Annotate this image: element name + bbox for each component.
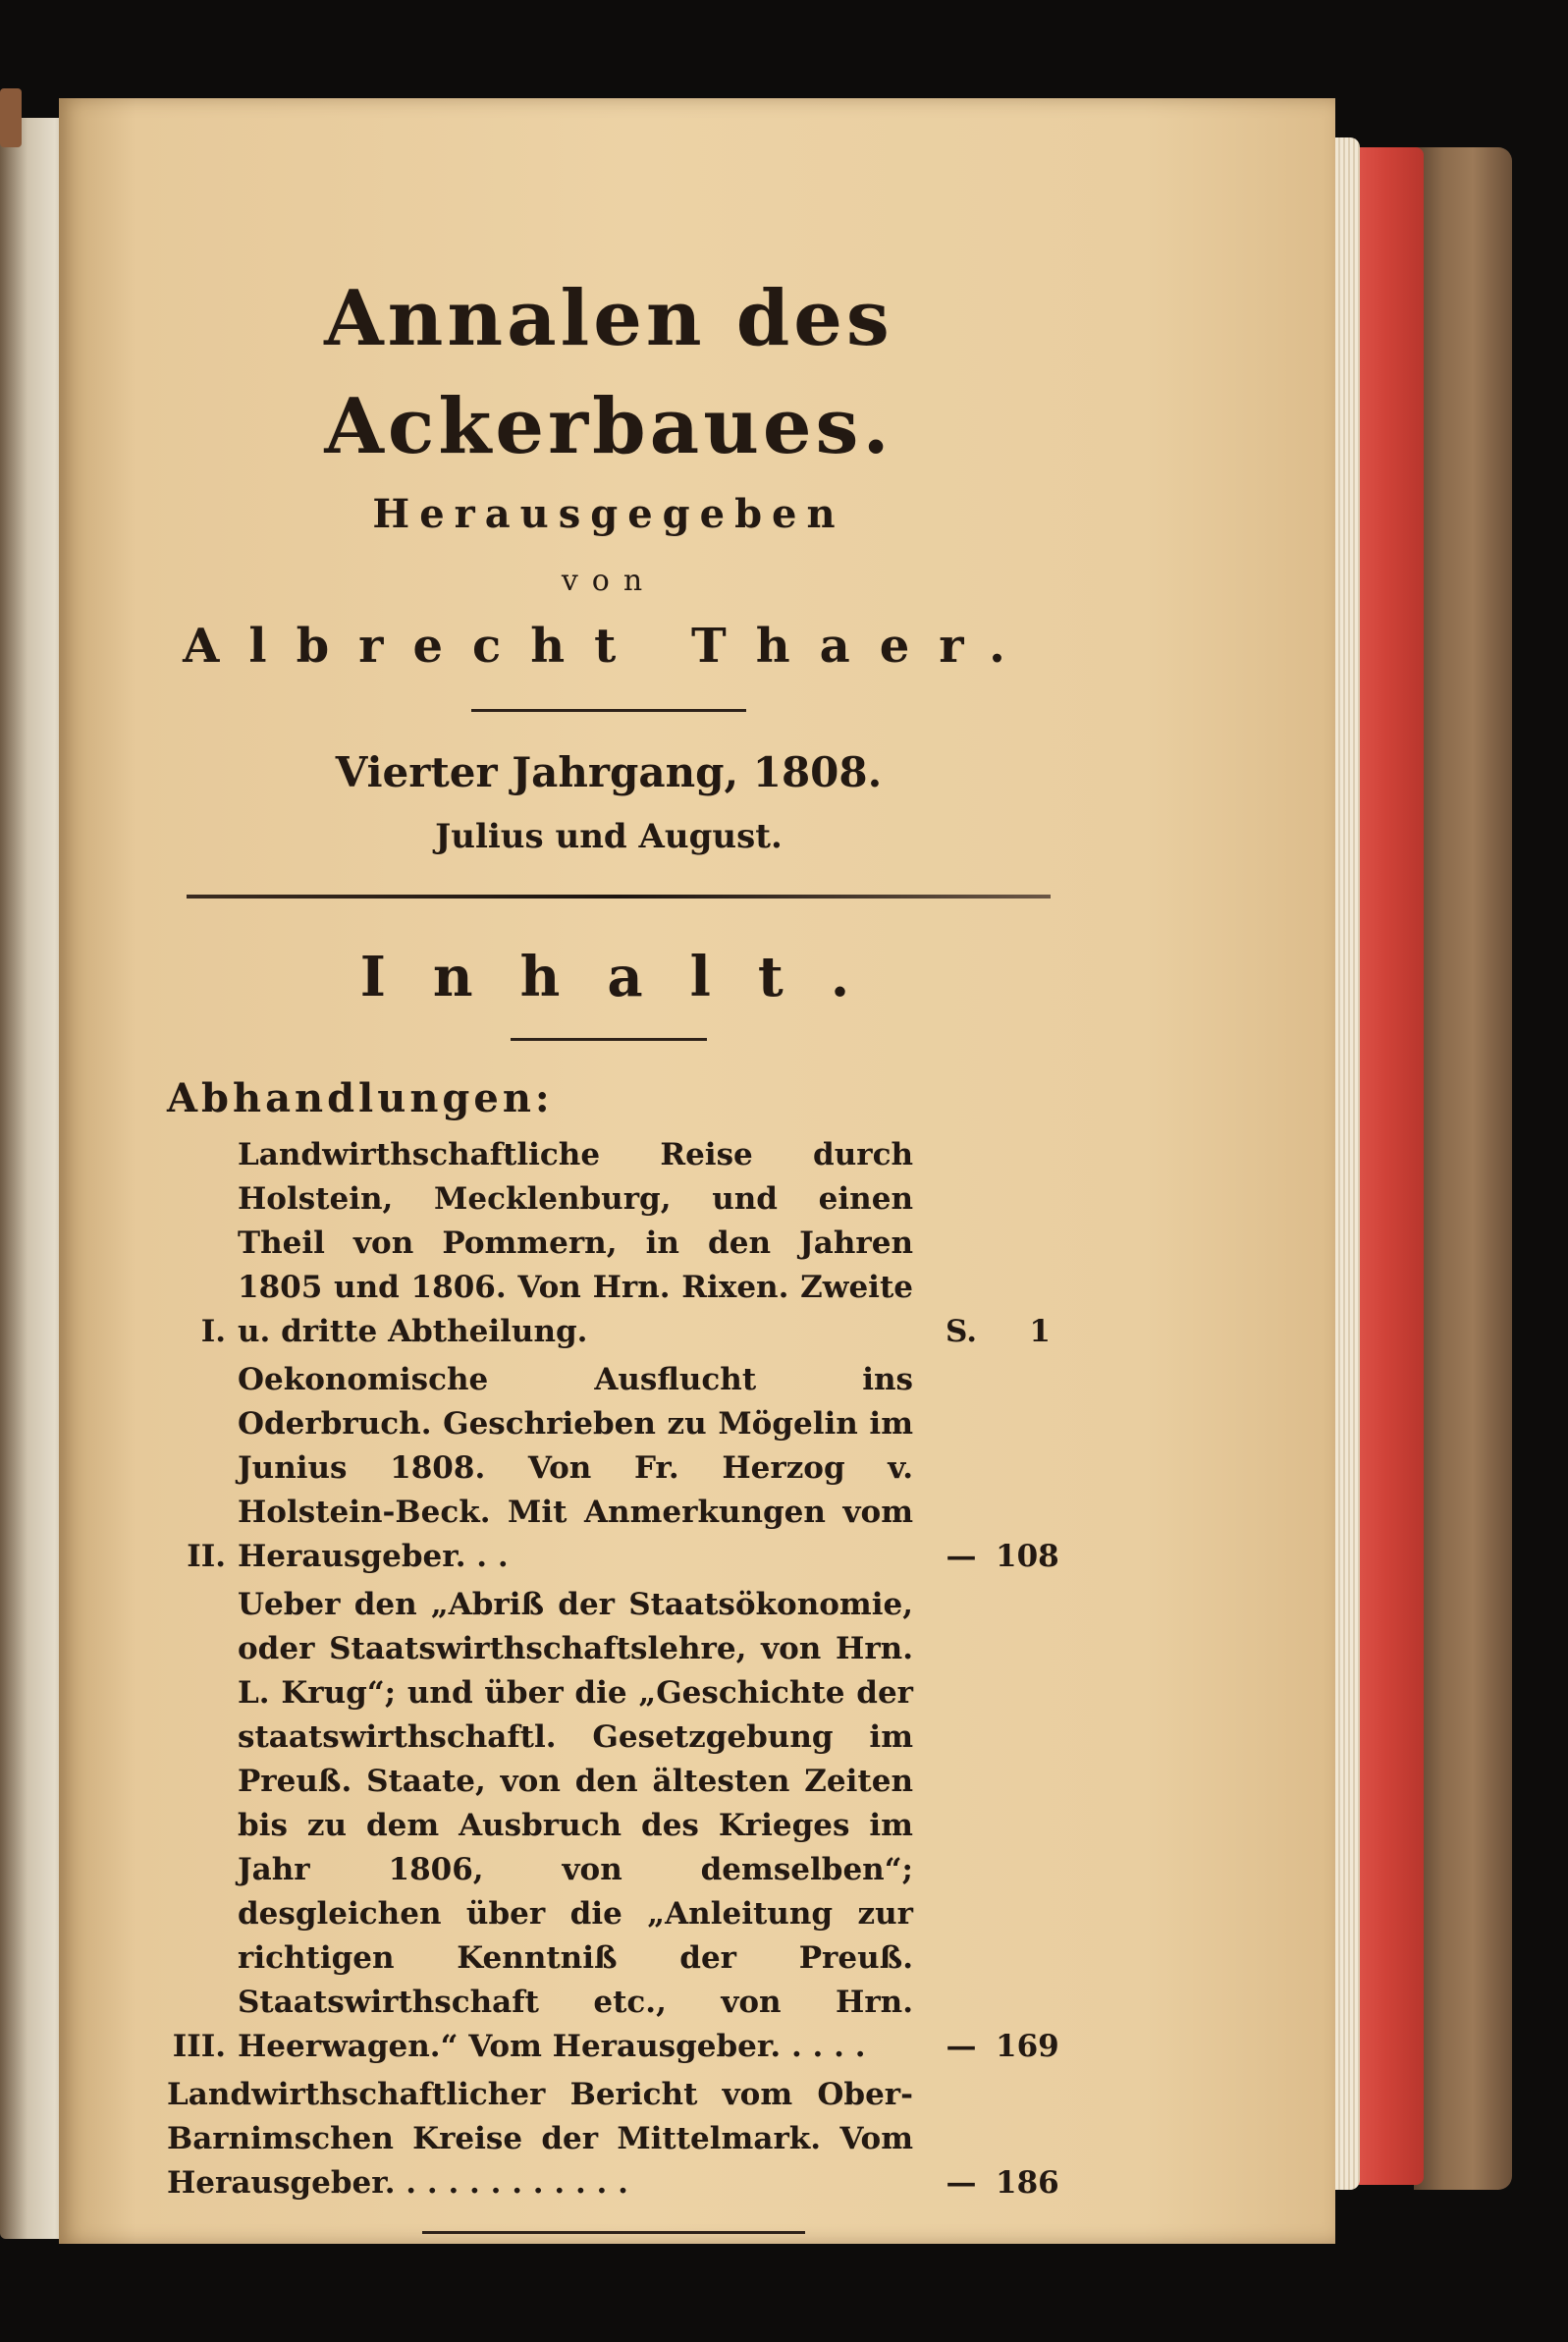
toc-entry	[167, 1358, 1059, 1579]
year-line: Vierter Jahrgang, 1808.	[335, 748, 883, 796]
toc-entry	[167, 1133, 1051, 1354]
entry-numeral: I.	[200, 1314, 226, 1349]
book-cover-edge	[1414, 147, 1512, 2190]
contents-heading: Inhalt.	[359, 945, 897, 1009]
left-binding	[0, 88, 22, 147]
red-page-edge	[1350, 147, 1424, 2185]
entry-numeral: III.	[172, 2029, 226, 2064]
toc-entry	[167, 1583, 1059, 2069]
page-number: 169	[996, 2029, 1059, 2064]
book-title: Annalen des Ackerbaues.	[324, 274, 893, 471]
toc-entry	[167, 2073, 1059, 2206]
page-mark: —	[946, 2029, 977, 2064]
closing-rule	[422, 2231, 805, 2234]
divider-rule	[471, 709, 746, 712]
by-label: von	[561, 564, 657, 598]
heading-rule	[511, 1038, 707, 1041]
entry-text: Ueber den „Abriß der Staatsökonomie, oder Staatswirthschaftslehre, von Hrn. L. Krug“; und über die „Geschichte der staatswirthschaftl. Gesetzgebung im Preuß. Staate, von den ältesten Zeiten bis zu dem Ausbruch des Krieges im Jahr 1806, von demselben“; desgleichen über die „Anleitung zur richtigen Kenntniß der Preuß. Staatswirthschaft etc., von Hrn. Heerwagen.“ Vom Herausgeber. . . . .	[238, 1587, 913, 2064]
page-number: 108	[996, 1539, 1059, 1574]
entry-page-ref	[913, 2025, 1059, 2069]
page-mark: —	[946, 2165, 977, 2201]
editor-label: Herausgegeben	[372, 491, 845, 537]
table-of-contents	[167, 1133, 1059, 2206]
entry-text: Landwirthschaftliche Reise durch Holstein, Mecklenburg, und einen Theil von Pommern, in den Jahren 1805 und 1806. Von Hrn. Rixen. Zweite u. dritte Abtheilung.	[238, 1137, 913, 1349]
entry-page-ref	[913, 2161, 1059, 2206]
long-divider-rule	[187, 895, 1051, 899]
entry-text: Landwirthschaftlicher Bericht vom Ober-Barnimschen Kreise der Mittelmark. Vom Herausgeber. . . . . . . . . . . .	[167, 2077, 913, 2201]
entry-page-ref	[913, 1310, 1051, 1354]
entry-text: Oekonomische Ausflucht ins Oderbruch. Geschrieben zu Mögelin im Junius 1808. Von Fr. Herzog v. Holstein-Beck. Mit Anmerkungen vom Herausgeber. . .	[238, 1362, 913, 1574]
page-content	[167, 265, 1059, 2234]
months-line: Julius und August.	[435, 817, 783, 856]
page-number: 1	[1029, 1314, 1051, 1349]
section-heading: Abhandlungen:	[167, 1075, 554, 1121]
page-number: 186	[996, 2165, 1059, 2201]
page-mark: S.	[945, 1314, 978, 1349]
page-mark: —	[946, 1539, 977, 1574]
entry-numeral: II.	[187, 1539, 226, 1574]
entry-page-ref	[913, 1535, 1059, 1579]
editor-name: Albrecht Thaer.	[183, 619, 1035, 674]
